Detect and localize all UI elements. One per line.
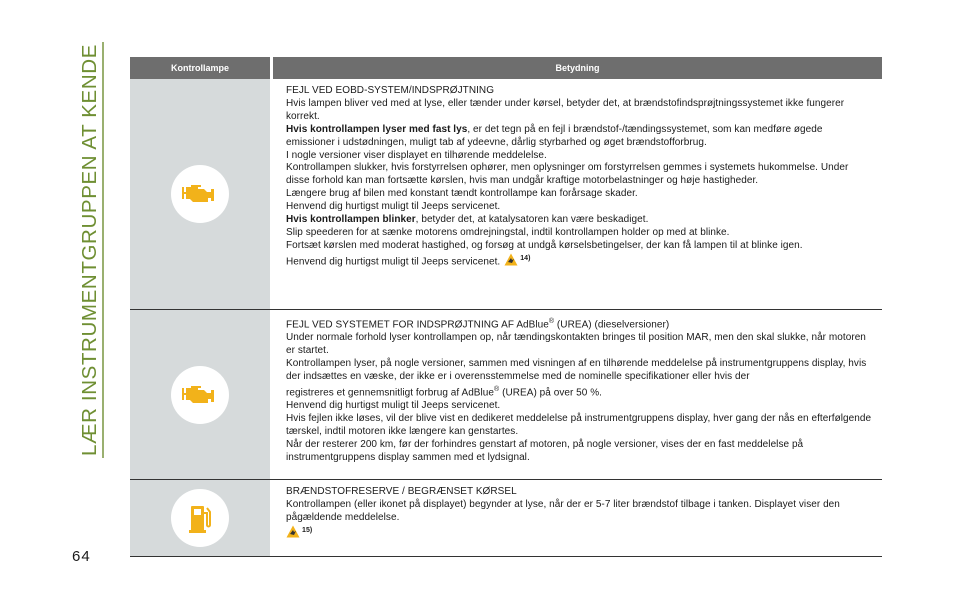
lamp-cell	[130, 480, 270, 556]
reference-note: 14)	[520, 255, 531, 263]
description-cell: BRÆNDSTOFRESERVE / BEGRÆNSET KØRSEL Kontrollampen (eller ikonet på displayet) begynder at lyse, når der er 5-7 liter brændstof tilbage i tanken. Displayet viser den pågældende meddelelse. $^{15)}$	[273, 480, 882, 556]
engine-check-icon	[171, 366, 229, 424]
lamp-cell	[130, 79, 270, 309]
row-title: FEJL VED EOBD-SYSTEM/INDSPRØJTNING	[286, 85, 495, 96]
header-lamp: Kontrollampe	[170, 63, 229, 73]
fuel-pump-icon	[171, 489, 229, 547]
chapter-side-title	[70, 40, 110, 460]
table-row	[130, 480, 882, 557]
row-title: BRÆNDSTOFRESERVE / BEGRÆNSET KØRSEL	[286, 486, 517, 497]
header-meaning: Betydning	[555, 63, 600, 73]
lamp-cell	[130, 310, 270, 479]
indicator-table	[130, 57, 882, 557]
description-cell: FEJL VED EOBD-SYSTEM/INDSPRØJTNING Hvis lampen bliver ved med at lyse, eller tænder under kørsel, betyder det, at brændstofindsprøjtningssystemet ikke fungerer korrekt. Hvis kontrollampen lyser med fast lys, er det tegn på en fejl i brændstof-/tændingssystemet, som kan medføre øgede emissioner i udstødningen, muligt tab af ydeevne, dårlig styrbarhed og øget brændstofforbrug. I nogle versioner viser displayet en tilhørende meddelelse. Kontrollampen slukker, hvis forstyrrelsen ophører, men oplysninger om forstyrrelsen gemmes i systemets hukommelse. Under disse forhold kan man fortsætte kørslen, hvis man undgår kraftige motorbelastninger og høje hastigheder. Længere brug af bilen med konstant tændt kontrollampe kan forårsage skader. Henvend dig hurtigst muligt til Jeeps servicenet. Hvis kontrollampen blinker, betyder det, at katalysatoren kan være beskadiget. Slip speederen for at sænke motorens omdrejningstal, indtil kontrollampen holder op med at blinke. Fortsæt kørslen med moderat hastighed, og forsøg at undgå kørselsbetingelser, der kan få lampen til at blinke igen. Henvend dig hurtigst muligt til Jeeps servicenet. $^{14)}$	[273, 79, 882, 309]
description-cell: FEJL VED SYSTEMET FOR INDSPRØJTNING AF AdBlue® (UREA) (dieselversioner) Under normale forhold lyser kontrollampen op, når tændingskontakten bringes til position MAR, men den skal slukke, når motoren er startet. Kontrollampen lyser, på nogle versioner, sammen med visningen af en tilhørende meddelelse på instrumentgruppens display, hvis der indsættes en væske, der ikke er i overensstemmelse med de nominelle specifikationer eller hvis der registreres et gennemsnitligt forbrug af AdBlue® (UREA) på over 50 %. Henvend dig hurtigst muligt til Jeeps servicenet. Hvis fejlen ikke løses, vil der blive vist en dedikeret meddelelse på instrumentgruppens display, hver gang der nås en efterfølgende tærskel, indtil motoren ikke længere kan genstartes. Når der resterer 200 km, før der forhindres genstart af motoren, på nogle versioner, vises der en fast meddelelse på instrumentgruppens display sammen med et lydsignal.	[286, 318, 872, 463]
warning-icon	[504, 253, 518, 271]
warning-icon	[286, 525, 300, 543]
table-row	[130, 310, 882, 480]
table-header	[130, 57, 882, 79]
reference-note: 15)	[302, 526, 313, 534]
row-title: FEJL VED SYSTEMET FOR INDSPRØJTNING AF AdBlue® (UREA) (dieselversioner)	[286, 318, 670, 331]
engine-check-icon	[171, 165, 229, 223]
chapter-side-title-text: LÆR INSTRUMENTGRUPPEN AT KENDE	[78, 44, 101, 456]
table-row	[130, 79, 882, 310]
page-number: 64	[72, 548, 91, 565]
